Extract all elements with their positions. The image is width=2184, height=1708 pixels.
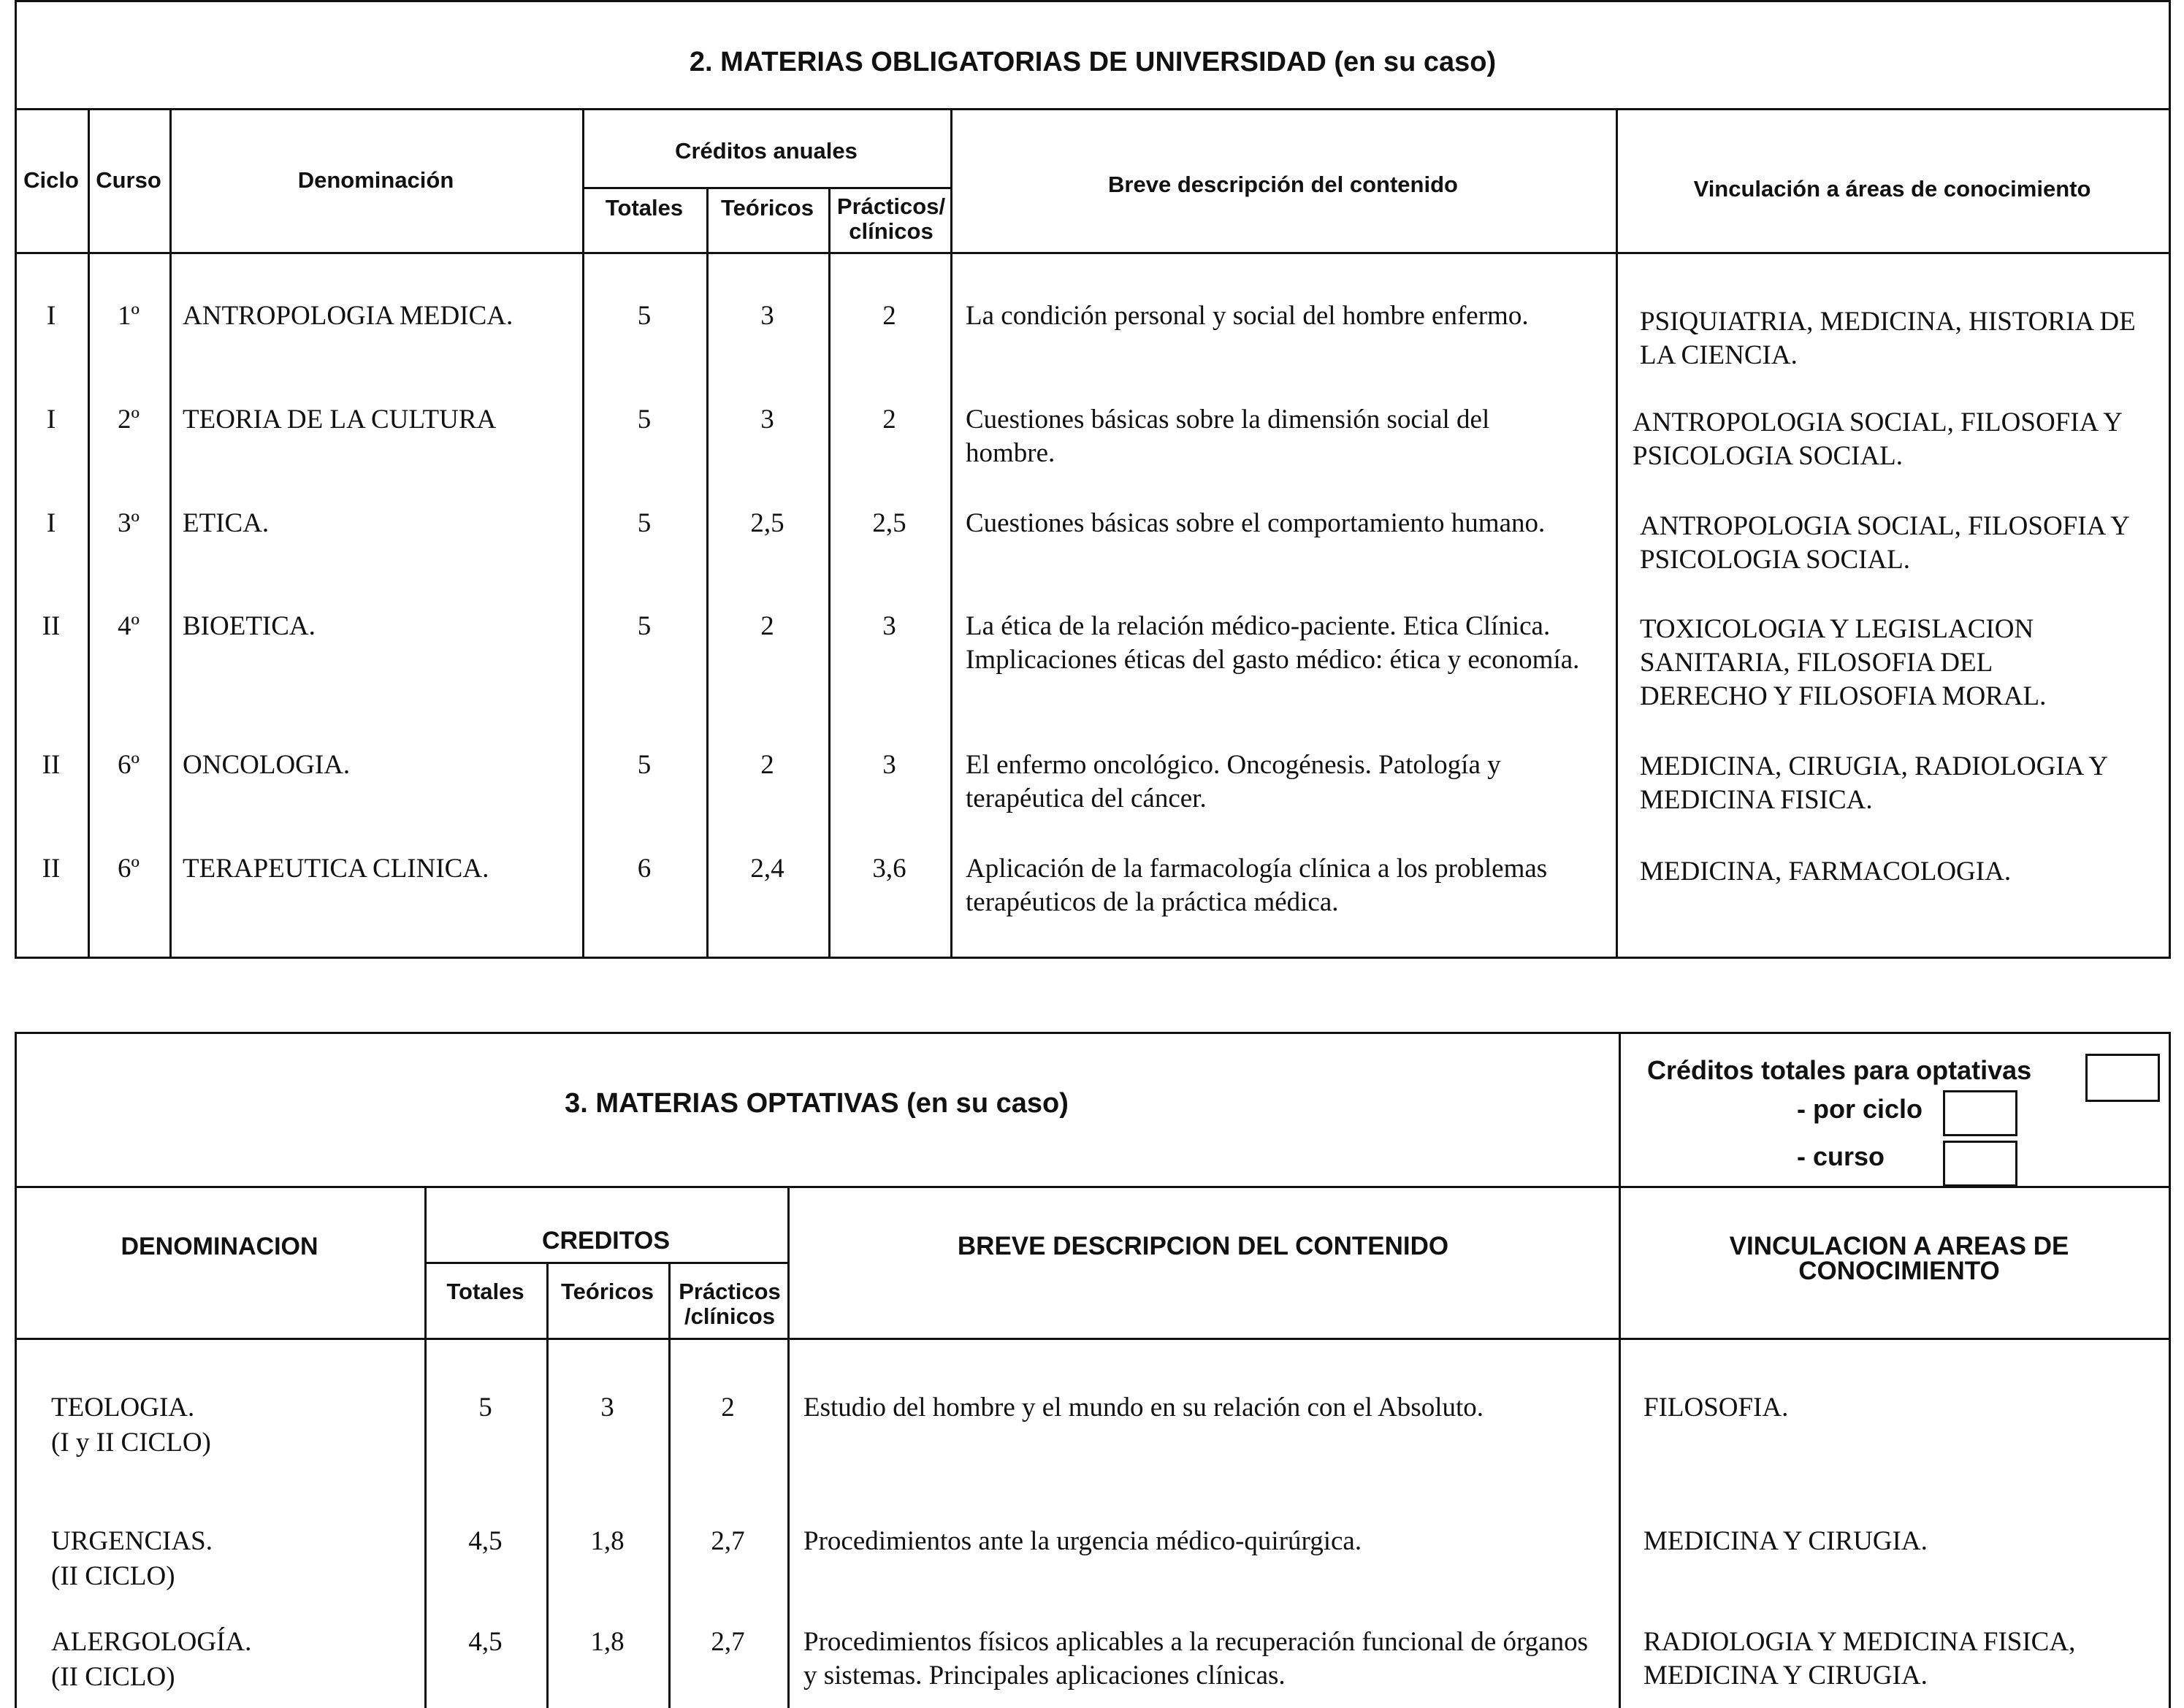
- cell-practicos: 2,5: [872, 508, 906, 538]
- cell-teoricos: 1,8: [590, 1526, 625, 1556]
- cell-vinculacion: MEDICINA, CIRUGIA, RADIOLOGIA Y MEDICINA FISICA.: [1640, 751, 2107, 815]
- cell-totales: 6: [637, 854, 652, 884]
- cell-totales: 5: [637, 750, 652, 780]
- header-vinculacion: VINCULACION A AREAS DE CONOCIMIENTO: [1729, 1232, 2069, 1285]
- cell-vinculacion: PSIQUIATRIA, MEDICINA, HISTORIA DE LA CIENCIA.: [1640, 307, 2136, 370]
- cell-curso: 3º: [118, 508, 140, 538]
- header-ciclo: Ciclo: [23, 167, 79, 193]
- cell-denominacion: TEORIA DE LA CULTURA: [183, 405, 497, 434]
- cell-vinculacion: MEDICINA, FARMACOLOGIA.: [1640, 857, 2012, 886]
- cell-teoricos: 2,4: [750, 854, 784, 884]
- cell-teoricos: 2,5: [750, 508, 784, 538]
- cell-denominacion: TEOLOGIA.: [51, 1393, 195, 1422]
- table-row: [0, 507, 2184, 609]
- cell-curso: 4º: [118, 611, 140, 641]
- header-curso: Curso: [96, 167, 161, 193]
- cell-ciclo: (I y II CICLO): [51, 1428, 211, 1458]
- header-practicos: Prácticos /clínicos: [679, 1279, 781, 1329]
- cell-ciclo: I: [46, 301, 56, 331]
- cell-curso: 2º: [118, 405, 140, 434]
- cell-descripcion: Cuestiones básicas sobre la dimensión social del hombre.: [966, 405, 1490, 468]
- cell-totales: 4,5: [468, 1627, 503, 1657]
- cell-ciclo: II: [42, 750, 61, 780]
- header-totales: Totales: [605, 195, 684, 221]
- header-teoricos: Teóricos: [561, 1279, 654, 1304]
- table-row: [0, 1625, 2184, 1708]
- cell-descripcion: Procedimientos físicos aplicables a la recuperación funcional de órganos y sistemas. Principales aplicaciones clínicas.: [803, 1627, 1588, 1690]
- header-denominacion: DENOMINACION: [121, 1233, 318, 1260]
- header-totales: Totales: [446, 1279, 524, 1304]
- cell-practicos: 3,6: [872, 854, 906, 884]
- table-row: [0, 299, 2184, 402]
- cell-teoricos: 2: [760, 611, 774, 641]
- cell-teoricos: 3: [760, 301, 774, 331]
- cell-curso: 6º: [118, 854, 140, 884]
- cell-descripcion: La ética de la relación médico-paciente. Etica Clínica. Implicaciones éticas del gasto médico: ética y economía.: [966, 611, 1580, 675]
- cell-descripcion: La condición personal y social del hombre enfermo.: [966, 301, 1529, 331]
- cell-ciclo: (II CICLO): [51, 1662, 175, 1692]
- cell-totales: 5: [637, 611, 652, 641]
- header-practicos: Prácticos/ clínicos: [836, 194, 946, 244]
- cell-descripcion: Estudio del hombre y el mundo en su relación con el Absoluto.: [803, 1393, 1484, 1422]
- cell-denominacion: BIOETICA.: [183, 611, 316, 641]
- cell-vinculacion: MEDICINA Y CIRUGIA.: [1643, 1526, 1928, 1556]
- cell-ciclo: II: [42, 611, 61, 641]
- header-creditos-anuales: Créditos anuales: [675, 138, 858, 164]
- cell-ciclo: II: [42, 854, 61, 884]
- header-vinculacion: Vinculación a áreas de conocimiento: [1693, 176, 2091, 202]
- cell-curso: 1º: [118, 301, 140, 331]
- cell-practicos: 3: [882, 611, 896, 641]
- cell-totales: 5: [637, 301, 652, 331]
- cell-descripcion: Procedimientos ante la urgencia médico-quirúrgica.: [803, 1526, 1362, 1556]
- obligatorias-title: 2. MATERIAS OBLIGATORIAS DE UNIVERSIDAD (en su caso): [689, 47, 1497, 77]
- table-row: [0, 1391, 2184, 1508]
- cell-teoricos: 2: [760, 750, 774, 780]
- cell-practicos: 3: [882, 750, 896, 780]
- cell-descripcion: Aplicación de la farmacología clínica a los problemas terapéuticos de la práctica médica.: [966, 854, 1548, 917]
- cell-descripcion: Cuestiones básicas sobre el comportamiento humano.: [966, 508, 1546, 538]
- creditos-total-input[interactable]: [2085, 1054, 2160, 1102]
- table-row: [0, 852, 2184, 947]
- cell-ciclo: I: [46, 508, 56, 538]
- cell-teoricos: 1,8: [590, 1627, 625, 1657]
- cell-totales: 5: [637, 508, 652, 538]
- header-teoricos: Teóricos: [721, 195, 814, 221]
- por-ciclo-input[interactable]: [1943, 1090, 2017, 1136]
- curso-label: - curso: [1797, 1141, 1885, 1171]
- cell-practicos: 2,7: [711, 1627, 745, 1657]
- cell-vinculacion: FILOSOFIA.: [1643, 1393, 1789, 1422]
- header-creditos: CREDITOS: [541, 1227, 671, 1255]
- cell-totales: 4,5: [468, 1526, 503, 1556]
- por-ciclo-label: - por ciclo: [1797, 1094, 1923, 1124]
- cell-vinculacion: ANTROPOLOGIA SOCIAL, FILOSOFIA Y PSICOLOGIA SOCIAL.: [1633, 407, 2122, 471]
- cell-curso: 6º: [118, 750, 140, 780]
- header-descripcion: Breve descripción del contenido: [1108, 172, 1458, 197]
- cell-vinculacion: TOXICOLOGIA Y LEGISLACION SANITARIA, FILOSOFIA DEL DERECHO Y FILOSOFIA MORAL.: [1640, 614, 2047, 711]
- header-denominacion: Denominación: [297, 167, 454, 193]
- table-row: [0, 1525, 2184, 1612]
- cell-denominacion: TERAPEUTICA CLINICA.: [183, 854, 489, 884]
- cell-vinculacion: RADIOLOGIA Y MEDICINA FISICA, MEDICINA Y CIRUGIA.: [1643, 1627, 2076, 1690]
- cell-denominacion: ETICA.: [183, 508, 270, 538]
- cell-practicos: 2: [882, 301, 896, 331]
- cell-practicos: 2,7: [711, 1526, 745, 1556]
- header-descripcion: BREVE DESCRIPCION DEL CONTENIDO: [957, 1232, 1449, 1260]
- cell-ciclo: I: [46, 405, 56, 434]
- cell-denominacion: ANTROPOLOGIA MEDICA.: [183, 301, 513, 331]
- curso-input[interactable]: [1943, 1141, 2017, 1187]
- cell-totales: 5: [637, 405, 652, 434]
- cell-teoricos: 3: [600, 1393, 614, 1422]
- cell-descripcion: El enfermo oncológico. Oncogénesis. Patología y terapéutica del cáncer.: [966, 750, 1501, 813]
- table-row: [0, 748, 2184, 843]
- optativas-title: 3. MATERIAS OPTATIVAS (en su caso): [565, 1088, 1069, 1119]
- cell-teoricos: 3: [760, 405, 774, 434]
- cell-denominacion: ALERGOLOGÍA.: [51, 1627, 252, 1657]
- cell-practicos: 2: [721, 1393, 735, 1422]
- cell-ciclo: (II CICLO): [51, 1561, 175, 1591]
- cell-denominacion: ONCOLOGIA.: [183, 750, 351, 780]
- cell-practicos: 2: [882, 405, 896, 434]
- cell-denominacion: URGENCIAS.: [51, 1526, 213, 1556]
- table-row: [0, 610, 2184, 741]
- cell-totales: 5: [478, 1393, 492, 1422]
- table-row: [0, 403, 2184, 505]
- cell-vinculacion: ANTROPOLOGIA SOCIAL, FILOSOFIA Y PSICOLOGIA SOCIAL.: [1640, 511, 2129, 575]
- creditos-optativas-label: Créditos totales para optativas: [1647, 1055, 2032, 1085]
